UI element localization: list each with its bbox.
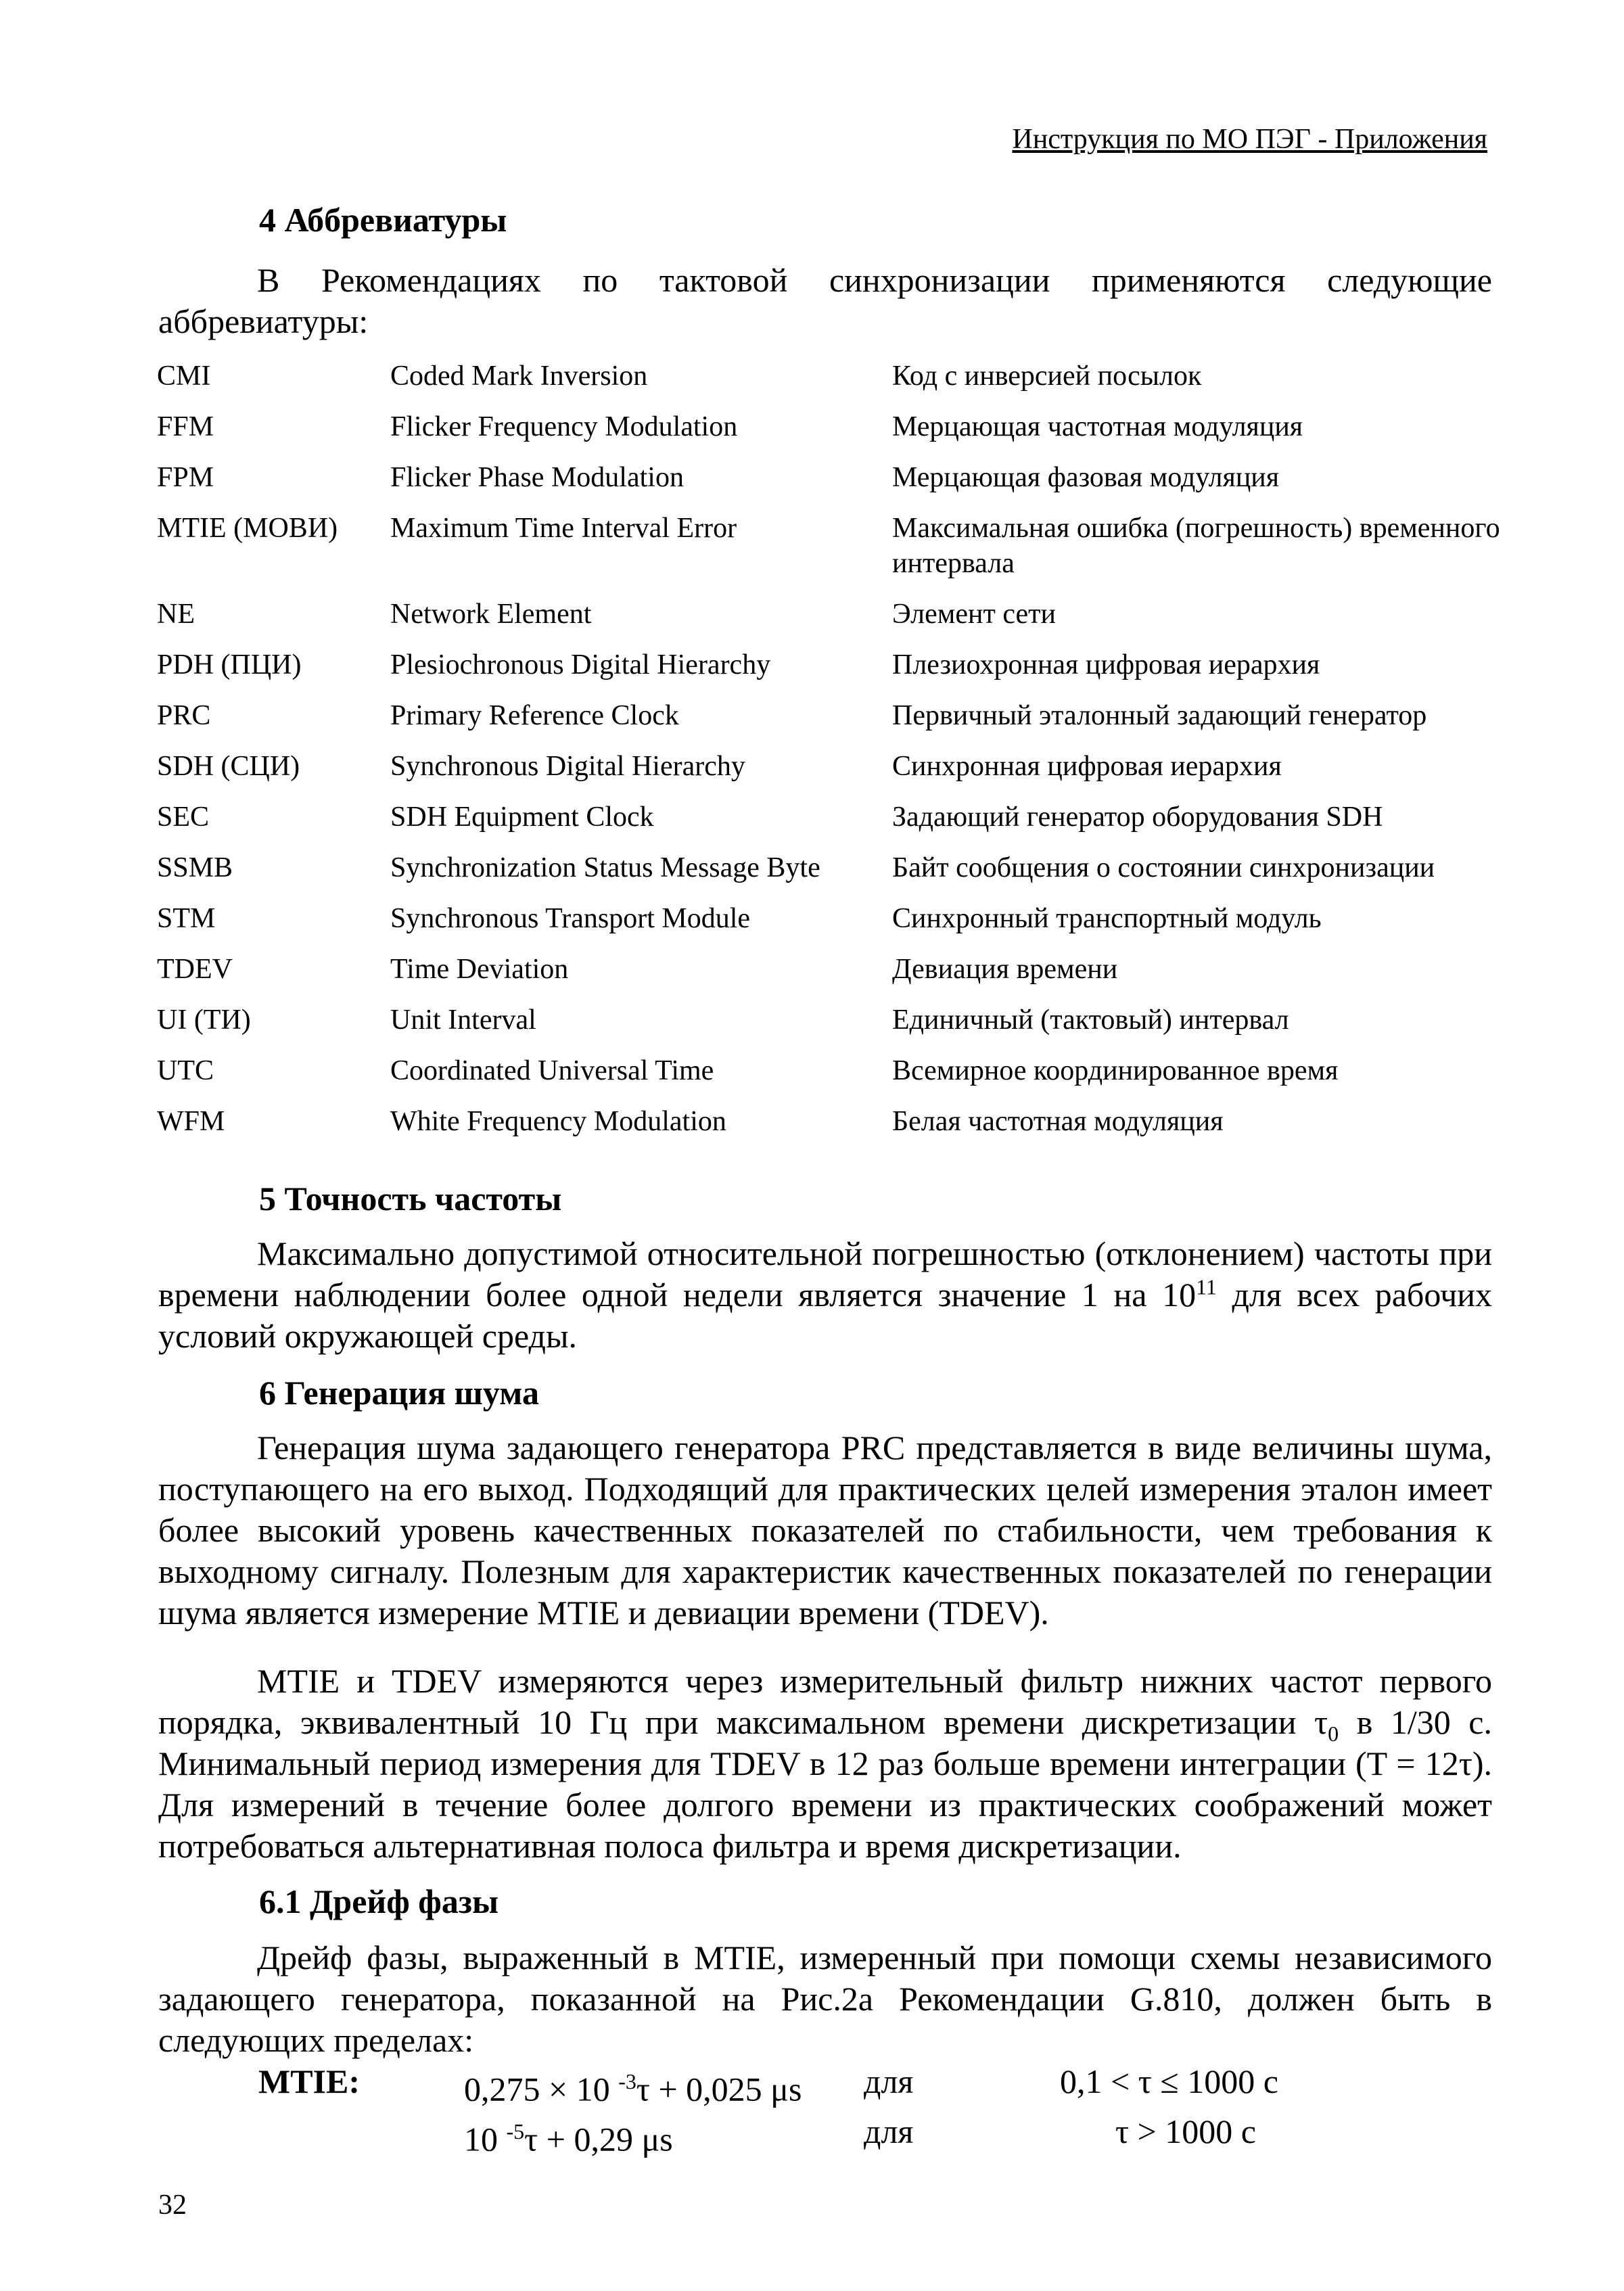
abbr-code: FFM <box>157 411 214 442</box>
abbr-english: Maximum Time Interval Error <box>390 513 737 544</box>
section-6-paragraph-2 <box>158 1661 1492 1867</box>
abbr-row <box>157 647 1510 682</box>
abbr-row <box>157 1002 1510 1038</box>
section-6-text-1: Генерация шума задающего генератора PRC представляется в виде величины шума, поступающего на его выход. Подходящий для практических целей измерения эталон имеет более высокий уровень качественных показателей по стабильности, чем требования к выходному сигналу. Полезным для характеристик качественных показателей по генерации шума является измерение MTIE и девиации времени (TDEV). <box>158 1429 1492 1632</box>
section-5-paragraph <box>158 1233 1492 1357</box>
abbr-english: Time Deviation <box>390 954 569 985</box>
abbr-code: MTIE (МОВИ) <box>157 513 338 544</box>
abbr-english: White Frequency Modulation <box>390 1106 726 1137</box>
abbr-english: SDH Equipment Clock <box>390 802 654 833</box>
abbr-english: Network Element <box>390 599 592 630</box>
section-6-paragraph-1 <box>158 1427 1492 1634</box>
section-5-heading: 5 Точность частоты <box>259 1180 562 1218</box>
section-4-intro-text: В Рекомендациях по тактовой синхронизации применяются следующие аббревиатуры: <box>158 261 1492 340</box>
abbr-code: PRC <box>157 700 211 731</box>
abbr-english: Synchronization Status Message Byte <box>390 852 820 883</box>
abbr-row <box>157 409 1510 444</box>
abbr-code: UTC <box>157 1055 214 1086</box>
abbr-english: Synchronous Transport Module <box>390 903 751 934</box>
expr-part: 0,275 × 10 <box>464 2070 619 2108</box>
abbr-code: SDH (СЦИ) <box>157 751 300 782</box>
formula-label-spacer <box>258 2110 464 2160</box>
expr-exponent: -3 <box>618 2069 636 2093</box>
page-number: 32 <box>158 2190 187 2221</box>
abbr-code: SEC <box>157 802 210 833</box>
section-6-1-heading: 6.1 Дрейф фазы <box>259 1882 499 1920</box>
mtie-formula <box>258 2060 1276 2160</box>
abbr-russian: Мерцающая частотная модуляция <box>892 411 1303 442</box>
formula-row-1 <box>258 2060 1276 2110</box>
abbr-code: WFM <box>157 1106 225 1137</box>
running-header: Инструкция по МО ПЭГ - Приложения <box>1012 124 1487 155</box>
section-4-heading: 4 Аббревиатуры <box>259 201 507 239</box>
abbr-row <box>157 749 1510 784</box>
section-6-1-text: Дрейф фазы, выраженный в MTIE, измеренный при помощи схемы независимого задающего генератора, показанной на Рис.2а Рекомендации G.810, должен быть в следующих пределах: <box>158 1939 1492 2059</box>
abbr-russian: Синхронная цифровая иерархия <box>892 751 1282 782</box>
abbr-english: Synchronous Digital Hierarchy <box>390 751 745 782</box>
abbr-row <box>157 800 1510 835</box>
section-6-heading: 6 Генерация шума <box>259 1374 539 1412</box>
formula-row-2 <box>258 2110 1276 2160</box>
abbreviation-table <box>157 358 1510 1155</box>
abbr-english: Primary Reference Clock <box>390 700 679 731</box>
section-6-text-2b: в 1/30 с. Минимальный период измерения для TDEV в 12 раз больше времени интеграции (T = 12τ). Для измерений в течение более долгого времени из практических соображений может потребоваться альтернативная полоса фильтра и время дискретизации. <box>158 1703 1492 1865</box>
section-4-intro <box>158 260 1492 342</box>
formula-condition: τ > 1000 с <box>1115 2112 1256 2150</box>
expr-exponent: -5 <box>506 2119 525 2144</box>
expr-part: τ + 0,025 μs <box>636 2070 802 2108</box>
abbr-russian: Плезиохронная цифровая иерархия <box>892 649 1320 680</box>
formula-condition: 0,1 < τ ≤ 1000 с <box>1060 2062 1278 2100</box>
abbr-row <box>157 511 1510 581</box>
abbr-row <box>157 850 1510 885</box>
abbr-code: TDEV <box>157 954 233 985</box>
expr-part: 10 <box>464 2120 507 2158</box>
abbr-english: Plesiochronous Digital Hierarchy <box>390 649 771 680</box>
abbr-english: Coordinated Universal Time <box>390 1055 714 1086</box>
abbr-row <box>157 597 1510 632</box>
abbr-russian: Синхронный транспортный модуль <box>892 903 1322 934</box>
abbr-russian: Единичный (тактовый) интервал <box>892 1004 1289 1036</box>
exponent: 11 <box>1196 1274 1217 1299</box>
abbr-row <box>157 1104 1510 1139</box>
formula-for-word: для <box>864 2062 914 2100</box>
formula-expression <box>464 2110 864 2160</box>
abbr-row <box>157 358 1510 394</box>
abbr-code: UI (ТИ) <box>157 1004 251 1036</box>
abbr-code: NE <box>157 599 195 630</box>
abbr-russian: Код с инверсией посылок <box>892 361 1202 392</box>
abbr-russian: Байт сообщения о состоянии синхронизации <box>892 852 1435 883</box>
abbr-code: FPM <box>157 462 214 493</box>
abbr-row <box>157 952 1510 987</box>
abbr-russian: Мерцающая фазовая модуляция <box>892 462 1280 493</box>
abbr-english: Flicker Frequency Modulation <box>390 411 738 442</box>
abbr-row <box>157 698 1510 733</box>
abbr-russian: Белая частотная модуляция <box>892 1106 1224 1137</box>
abbr-code: SSMB <box>157 852 233 883</box>
subscript: 0 <box>1328 1721 1339 1746</box>
abbr-english: Coded Mark Inversion <box>390 361 648 392</box>
formula-for-word: для <box>864 2112 914 2150</box>
abbr-row <box>157 460 1510 495</box>
section-5-text-a: Максимально допустимой относительной погрешностью (отклонением) частоты при времени наблюдении более одной недели является значение 1 на 10 <box>158 1234 1492 1314</box>
abbr-code: CMI <box>157 361 211 392</box>
abbr-row <box>157 901 1510 936</box>
expr-part: τ + 0,29 μs <box>524 2120 673 2158</box>
abbr-russian: Максимальная ошибка (погрешность) временного интервала <box>892 513 1500 579</box>
section-5-text-b: для всех рабочих условий окружающей среды. <box>158 1276 1492 1355</box>
section-6-text-2a: MTIE и TDEV измеряются через измерительный фильтр нижних частот первого порядка, эквивалентный 10 Гц при максимальном времени дискретизации τ <box>158 1662 1492 1741</box>
abbr-russian: Девиация времени <box>892 954 1118 985</box>
abbr-row <box>157 1053 1510 1088</box>
abbr-russian: Элемент сети <box>892 599 1056 630</box>
abbr-english: Unit Interval <box>390 1004 536 1036</box>
formula-expression <box>464 2060 864 2110</box>
abbr-russian: Первичный эталонный задающий генератор <box>892 700 1427 731</box>
abbr-russian: Задающий генератор оборудования SDH <box>892 802 1383 833</box>
formula-label: MTIE: <box>258 2062 360 2100</box>
abbr-code: STM <box>157 903 216 934</box>
abbr-russian: Всемирное координированное время <box>892 1055 1339 1086</box>
abbr-code: PDH (ПЦИ) <box>157 649 302 680</box>
abbr-english: Flicker Phase Modulation <box>390 462 684 493</box>
section-6-1-paragraph <box>158 1937 1492 2061</box>
